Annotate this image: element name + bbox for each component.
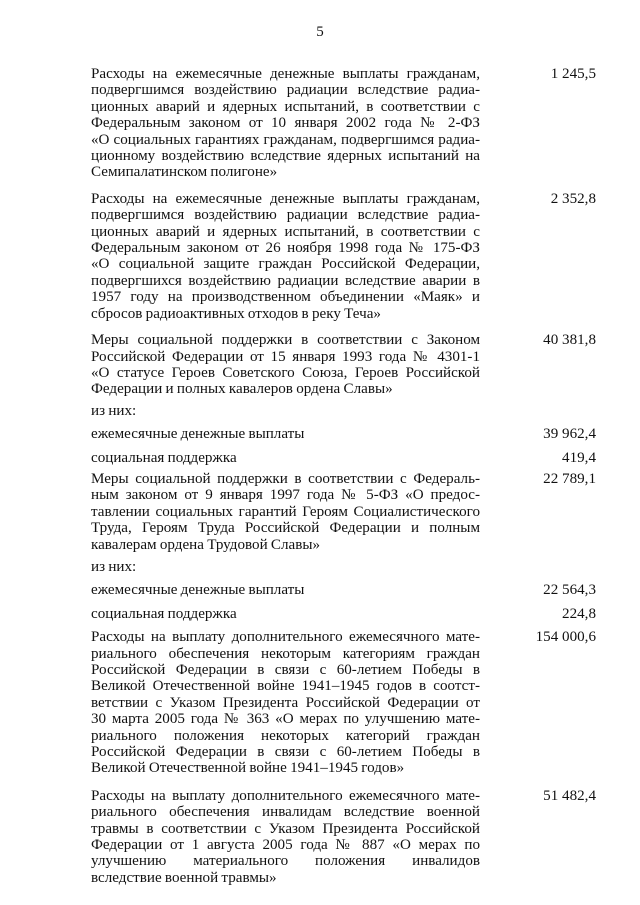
item-description — [91, 559, 480, 575]
item-line: Расходы на выплату дополнительного ежемесячного мате- — [91, 629, 480, 646]
item-description — [91, 403, 480, 419]
item-line: Российской Федерации в связи с 60-летием Победы в — [91, 744, 480, 761]
expense-item — [91, 788, 596, 886]
expense-subitem — [91, 450, 596, 466]
item-amount: 22 789,1 — [543, 470, 596, 487]
subitems-heading — [91, 559, 596, 575]
expense-item — [91, 629, 596, 777]
item-line: вследствие военной травмы» — [91, 869, 277, 886]
item-line: тавлении социальных гарантий Героям Социалистического — [91, 503, 480, 520]
item-line: улучшению материального положения инвалидов — [91, 853, 480, 870]
item-description — [91, 191, 480, 322]
expense-item — [91, 332, 596, 398]
item-line: из них: — [91, 402, 137, 419]
item-line: Федеральным законом от 26 ноября 1998 года № 175-ФЗ — [91, 240, 480, 257]
item-description — [91, 788, 480, 886]
expense-list — [91, 66, 596, 886]
item-line: «О социальных гарантиях гражданам, подвергшимся радиа- — [91, 131, 480, 148]
item-line: ционных аварий и ядерных испытаний, в соответствии с — [91, 98, 480, 115]
item-line: Расходы на ежемесячные денежные выплаты гражданам, — [91, 190, 480, 207]
item-line: риального положения некоторых категорий граждан — [91, 727, 480, 744]
item-line: подвергшимся воздействию радиации вследствие радиа- — [91, 82, 480, 99]
item-line: Великой Отечественной войне 1941–1945 годов» — [91, 760, 405, 777]
expense-subitem — [91, 582, 596, 598]
item-description — [91, 471, 480, 553]
item-line: сбросов радиоактивных отходов в реку Теча» — [91, 305, 381, 322]
item-line: риального обеспечения некоторым категориям граждан — [91, 645, 480, 662]
item-description — [91, 450, 480, 466]
item-line: Великой Отечественной войне 1941–1945 годов в соотст- — [91, 678, 480, 695]
item-description — [91, 629, 480, 777]
item-description — [91, 582, 480, 598]
item-line: кавалерам ордена Трудовой Славы» — [91, 536, 321, 553]
expense-subitem — [91, 426, 596, 442]
item-line: подвергшихся воздействию радиации вследствие аварии в — [91, 272, 480, 289]
item-amount: 419,4 — [562, 449, 596, 466]
item-amount: 40 381,8 — [543, 332, 596, 349]
item-line: 30 марта 2005 года № 363 «О мерах по улучшению мате- — [91, 711, 480, 728]
item-line: 1957 году на производственном объединении «Маяк» и — [91, 289, 480, 306]
item-amount: 1 245,5 — [550, 66, 596, 82]
item-line: Расходы на ежемесячные денежные выплаты гражданам, — [91, 66, 480, 82]
item-description — [91, 426, 480, 442]
item-line: Российской Федерации в связи с 60-летием Победы в — [91, 662, 480, 678]
item-line: ежемесячные денежные выплаты — [91, 426, 305, 443]
item-line: Труда, Героям Труда Российской Федерации и полным — [91, 520, 480, 537]
item-line: ционному воздействию вследствие ядерных испытаний на — [91, 148, 480, 165]
item-line: Федерации и полных кавалеров ордена Славы» — [91, 381, 393, 398]
item-line: риального обеспечения инвалидам вследствие военной — [91, 804, 480, 821]
expense-item — [91, 191, 596, 322]
item-amount: 51 482,4 — [543, 787, 596, 804]
item-line: Семипалатинском полигоне» — [91, 164, 278, 181]
item-description — [91, 66, 480, 181]
item-line: травмы в соответствии с Указом Президента Российской — [91, 820, 480, 837]
expense-item — [91, 471, 596, 553]
item-amount: 39 962,4 — [543, 426, 596, 443]
item-line: Федерации от 1 августа 2005 года № 887 «О мерах по — [91, 837, 480, 854]
item-amount: 224,8 — [562, 605, 596, 622]
item-description — [91, 606, 480, 622]
item-line: социальная поддержка — [91, 449, 237, 466]
subitems-heading — [91, 403, 596, 419]
item-line: Расходы на выплату дополнительного ежемесячного мате- — [91, 787, 480, 804]
item-line: Федеральным законом от 10 января 2002 года № 2-ФЗ — [91, 115, 480, 132]
item-line: подвергшимся воздействию радиации вследствие радиа- — [91, 207, 480, 224]
item-amount: 154 000,6 — [535, 629, 596, 646]
page-number: 5 — [316, 24, 324, 40]
item-line: ежемесячные денежные выплаты — [91, 582, 305, 599]
item-line: «О статусе Героев Советского Союза, Героев Российской — [91, 364, 480, 381]
item-amount: 2 352,8 — [550, 190, 596, 207]
item-line: Российской Федерации от 15 января 1993 года № 4301-1 — [91, 348, 480, 365]
item-line: ционных аварий и ядерных испытаний, в соответствии с — [91, 223, 480, 240]
item-line: «О социальной защите граждан Российской Федерации, — [91, 256, 480, 273]
item-line: Меры социальной поддержки в соответствии с Федераль- — [91, 470, 480, 487]
item-amount: 22 564,3 — [543, 582, 596, 599]
item-line: Меры социальной поддержки в соответствии с Законом — [91, 332, 480, 349]
expense-item — [91, 66, 596, 181]
item-line: социальная поддержка — [91, 605, 237, 622]
expense-subitem — [91, 606, 596, 622]
item-line: ным законом от 9 января 1997 года № 5-ФЗ «О предос- — [91, 487, 480, 504]
item-line: ветствии с Указом Президента Российской Федерации от — [91, 694, 480, 711]
item-description — [91, 332, 480, 398]
item-line: из них: — [91, 558, 137, 575]
